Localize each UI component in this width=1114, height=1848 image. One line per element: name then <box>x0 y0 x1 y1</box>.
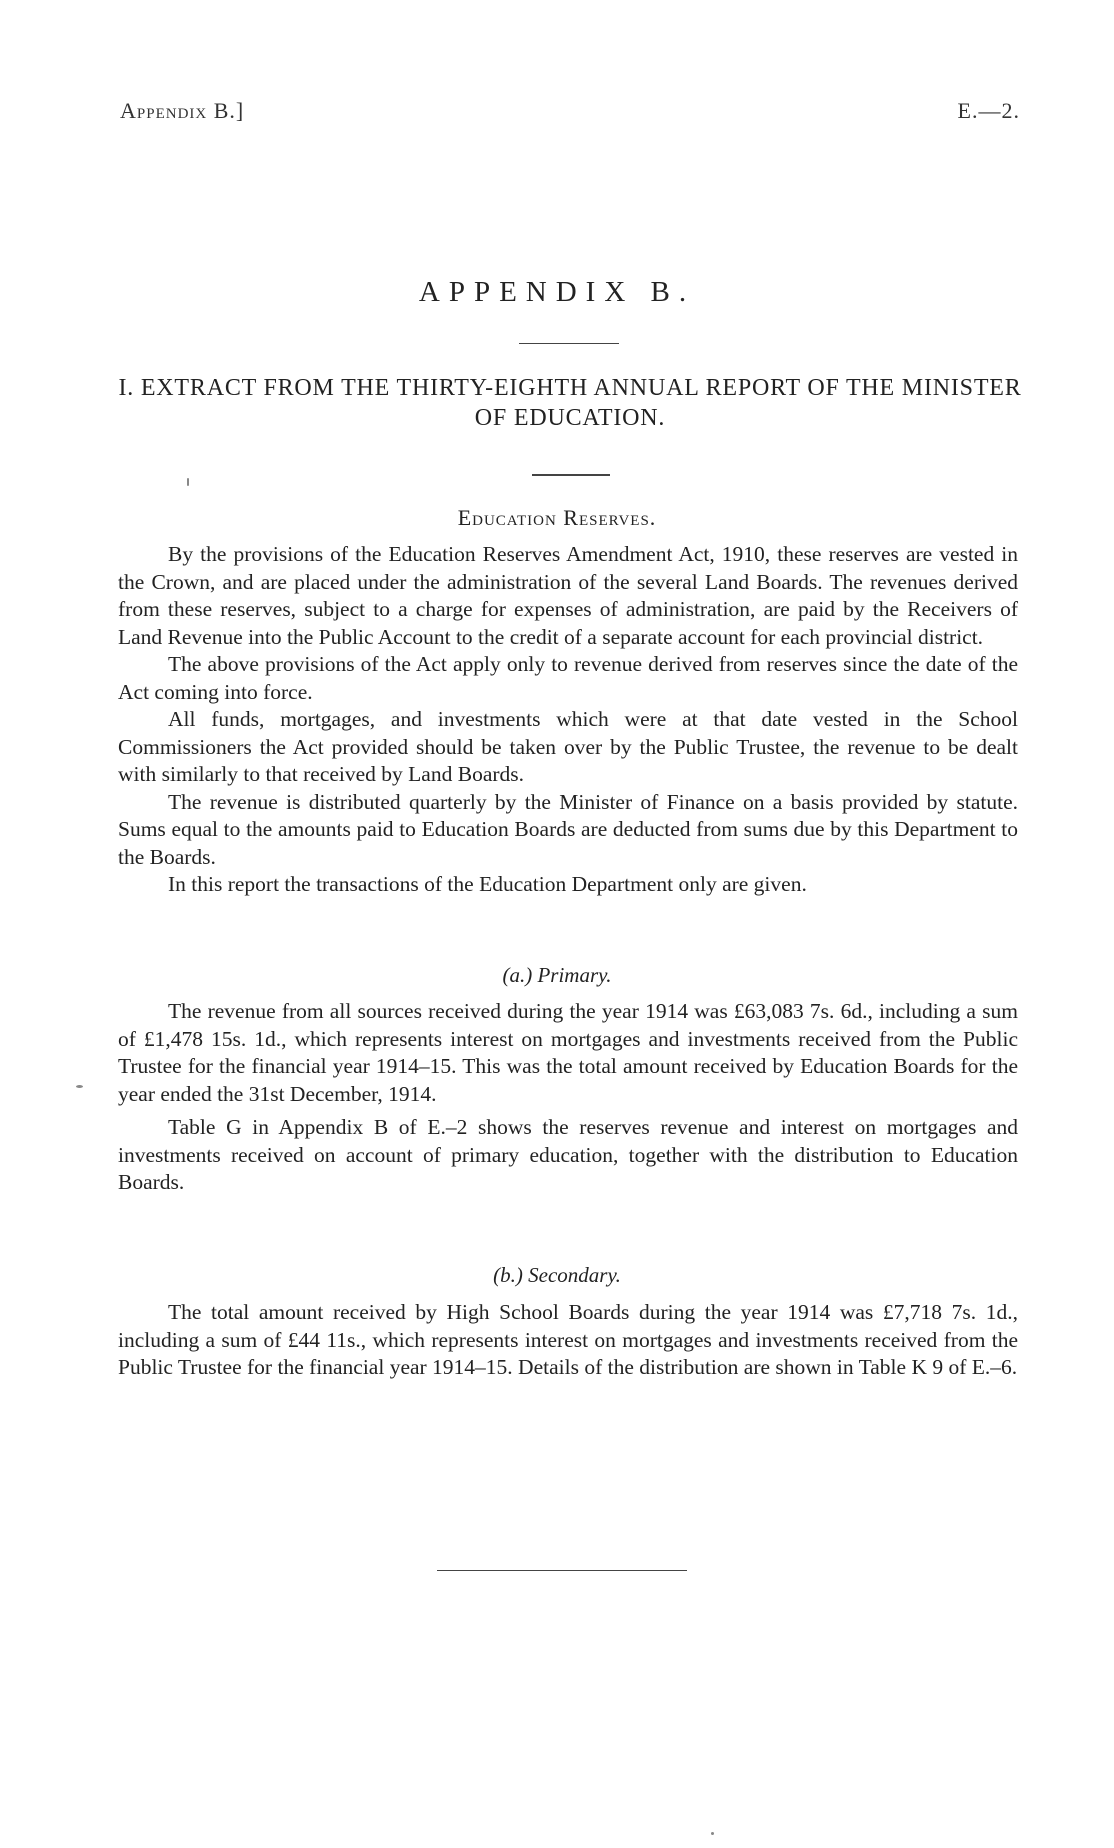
paragraph: By the provisions of the Education Reserves Amendment Act, 1910, these reserves are vested in the Crown, and are placed under the administration of the several Land Boards. The revenues derived from these reserves, subject to a charge for expenses of administration, are paid by the Receivers of Land Revenue into the Public Account to the credit of a separate account for each provincial district. <box>118 542 1018 649</box>
scan-speck <box>187 478 189 486</box>
section-heading-primary: (a.) Primary. <box>502 963 612 987</box>
scan-speck <box>76 1085 83 1088</box>
title-rule <box>519 343 619 344</box>
end-rule <box>437 1570 687 1571</box>
paragraph: The above provisions of the Act apply only to revenue derived from reserves since the date of the Act coming into force. <box>118 652 1018 704</box>
paragraph: The revenue is distributed quarterly by the Minister of Finance on a basis provided by statute. Sums equal to the amounts paid to Education Boards are deducted from sums due by this Department to the Boards. <box>118 789 1018 869</box>
section-body-primary <box>118 998 1018 1197</box>
paragraph: Table G in Appendix B of E.–2 shows the reserves revenue and interest on mortgages and investments received on account of primary education, together with the distribution to Education Boards. <box>118 1115 1018 1194</box>
section-body-secondary <box>118 1299 1018 1382</box>
scan-speck <box>711 1832 714 1835</box>
paragraph: In this report the transactions of the Education Department only are given. <box>168 872 807 896</box>
running-head-left: Appendix B.] <box>120 98 245 123</box>
heading-rule <box>532 474 610 476</box>
paragraph: The revenue from all sources received during the year 1914 was £63,083 7s. 6d., including a sum of £1,478 15s. 1d., which represents interest on mortgages and investments received from the Public Trustee for the financial year 1914–15. This was the total amount received by Education Boards for the year ended the 31st December, 1914. <box>118 999 1018 1106</box>
section-heading-secondary: (b.) Secondary. <box>493 1263 621 1287</box>
running-head-right: E.—2. <box>957 98 1020 123</box>
section-heading-education-reserves: Education Reserves. <box>457 505 657 530</box>
extract-heading: I. EXTRACT FROM THE THIRTY-EIGHTH ANNUAL REPORT OF THE MINISTER OF EDUCATION. <box>118 375 1022 431</box>
appendix-title: APPENDIX B. <box>418 276 696 308</box>
paragraph: The total amount received by High School Boards during the year 1914 was £7,718 7s. 1d., including a sum of £44 11s., which represents interest on mortgages and investments received from the Public Trustee for the financial year 1914–15. Details of the distribution are shown in Table K 9 of E.–6. <box>118 1300 1018 1379</box>
section-body-education-reserves <box>118 541 1018 899</box>
paragraph: All funds, mortgages, and investments which were at that date vested in the School Commissioners the Act provided should be taken over by the Public Trustee, the revenue to be dealt with similarly to that received by Land Boards. <box>118 707 1018 786</box>
